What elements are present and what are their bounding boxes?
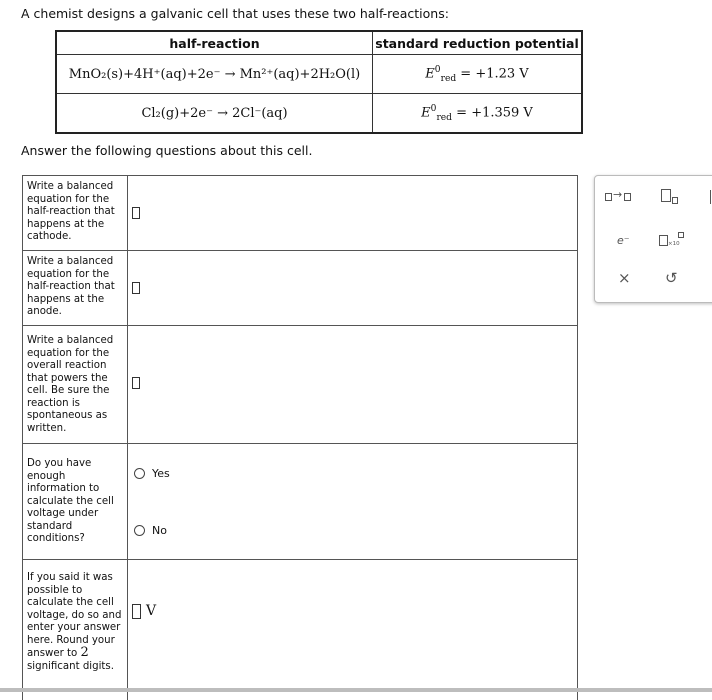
mantissa-box-icon xyxy=(659,235,668,246)
option-no[interactable] xyxy=(134,524,167,537)
potential-superscript: 0 xyxy=(434,64,441,75)
option-yes-label: Yes xyxy=(152,467,170,480)
arrow-icon: → xyxy=(613,188,623,201)
potential-value: +1.23 V xyxy=(475,65,529,81)
intro-text: A chemist designs a galvanic cell that uses these two half-reactions: xyxy=(21,6,449,21)
radio-yes[interactable] xyxy=(134,468,145,479)
potential-cl2: $E^0_{red} = +1.359$ V xyxy=(373,94,583,134)
close-icon: × xyxy=(618,269,631,287)
potential-subscript: red xyxy=(436,112,453,123)
undo-icon: ↺ xyxy=(665,269,678,287)
question-table xyxy=(22,175,578,700)
question-label: Do you have enough information to calculate the cell voltage under standard conditions? xyxy=(23,444,128,559)
question-row-anode xyxy=(23,251,577,326)
clear-button[interactable] xyxy=(618,269,631,287)
question-row-cathode xyxy=(23,176,577,251)
subscript-tool[interactable] xyxy=(661,189,683,205)
question-row-cell-voltage xyxy=(23,560,577,700)
table-row xyxy=(56,94,582,134)
answer-cell xyxy=(128,251,577,325)
reaction-mno2: MnO₂(s)+4H⁺(aq)+2e⁻ → Mn²⁺(aq)+2H₂O(l) xyxy=(56,55,373,94)
answer-cell xyxy=(128,326,577,443)
question-row-enough-info xyxy=(23,444,577,560)
potential-symbol: E xyxy=(425,65,435,81)
chemistry-toolbar xyxy=(594,175,712,303)
potential-subscript: red xyxy=(440,73,457,84)
question-label-end: significant digits. xyxy=(27,660,114,672)
reaction-arrow-tool[interactable] xyxy=(605,190,631,204)
question-label: Write a balanced equation for the half-reaction that happens at the cathode. xyxy=(23,176,128,250)
potential-symbol: E xyxy=(421,104,431,120)
question-label: Write a balanced equation for the overall reaction that powers the cell. Be sure the reaction is spontaneous as written. xyxy=(23,326,128,443)
instructions-text: Answer the following questions about this cell. xyxy=(21,143,313,158)
table-header-row xyxy=(56,31,582,55)
question-label: Write a balanced equation for the half-reaction that happens at the anode. xyxy=(23,251,128,325)
question-label xyxy=(23,560,128,700)
header-half-reaction: half-reaction xyxy=(56,31,373,55)
voltage-unit: V xyxy=(146,603,157,619)
product-box-icon xyxy=(624,193,631,201)
exponent-box-icon xyxy=(678,232,684,238)
answer-cell xyxy=(128,560,577,700)
voltage-answer-input[interactable] xyxy=(132,604,141,619)
header-potential: standard reduction potential xyxy=(373,31,583,55)
answer-cell xyxy=(128,176,577,250)
option-no-label: No xyxy=(152,524,167,537)
anode-answer-input[interactable] xyxy=(132,282,140,294)
electron-tool[interactable]: e⁻ xyxy=(617,234,630,247)
bottom-scroll-bar[interactable] xyxy=(0,688,712,692)
undo-button[interactable] xyxy=(665,269,678,287)
significant-digits-number: 2 xyxy=(80,645,89,660)
subscript-box-icon xyxy=(672,197,678,204)
table-row xyxy=(56,55,582,94)
potential-superscript: 0 xyxy=(430,103,437,114)
radio-no[interactable] xyxy=(134,525,145,536)
question-label-main: If you said it was possible to calculate the cell voltage, do so and enter your answer here. Round your answer to xyxy=(27,572,122,659)
question-row-overall xyxy=(23,326,577,444)
potential-value: +1.359 V xyxy=(471,104,533,120)
option-yes[interactable] xyxy=(134,467,170,480)
reaction-cl2: Cl₂(g)+2e⁻ → 2Cl⁻(aq) xyxy=(56,94,373,134)
overall-answer-input[interactable] xyxy=(132,377,140,389)
base-box-icon xyxy=(661,189,671,202)
x10-label: ×10 xyxy=(668,241,680,247)
half-reaction-table xyxy=(55,30,583,134)
scientific-notation-tool[interactable] xyxy=(659,232,689,248)
answer-cell xyxy=(128,444,577,559)
reactant-box-icon xyxy=(605,193,612,201)
potential-mno2: $E^0_{red} = +1.23$ V xyxy=(373,55,583,94)
cathode-answer-input[interactable] xyxy=(132,207,140,219)
